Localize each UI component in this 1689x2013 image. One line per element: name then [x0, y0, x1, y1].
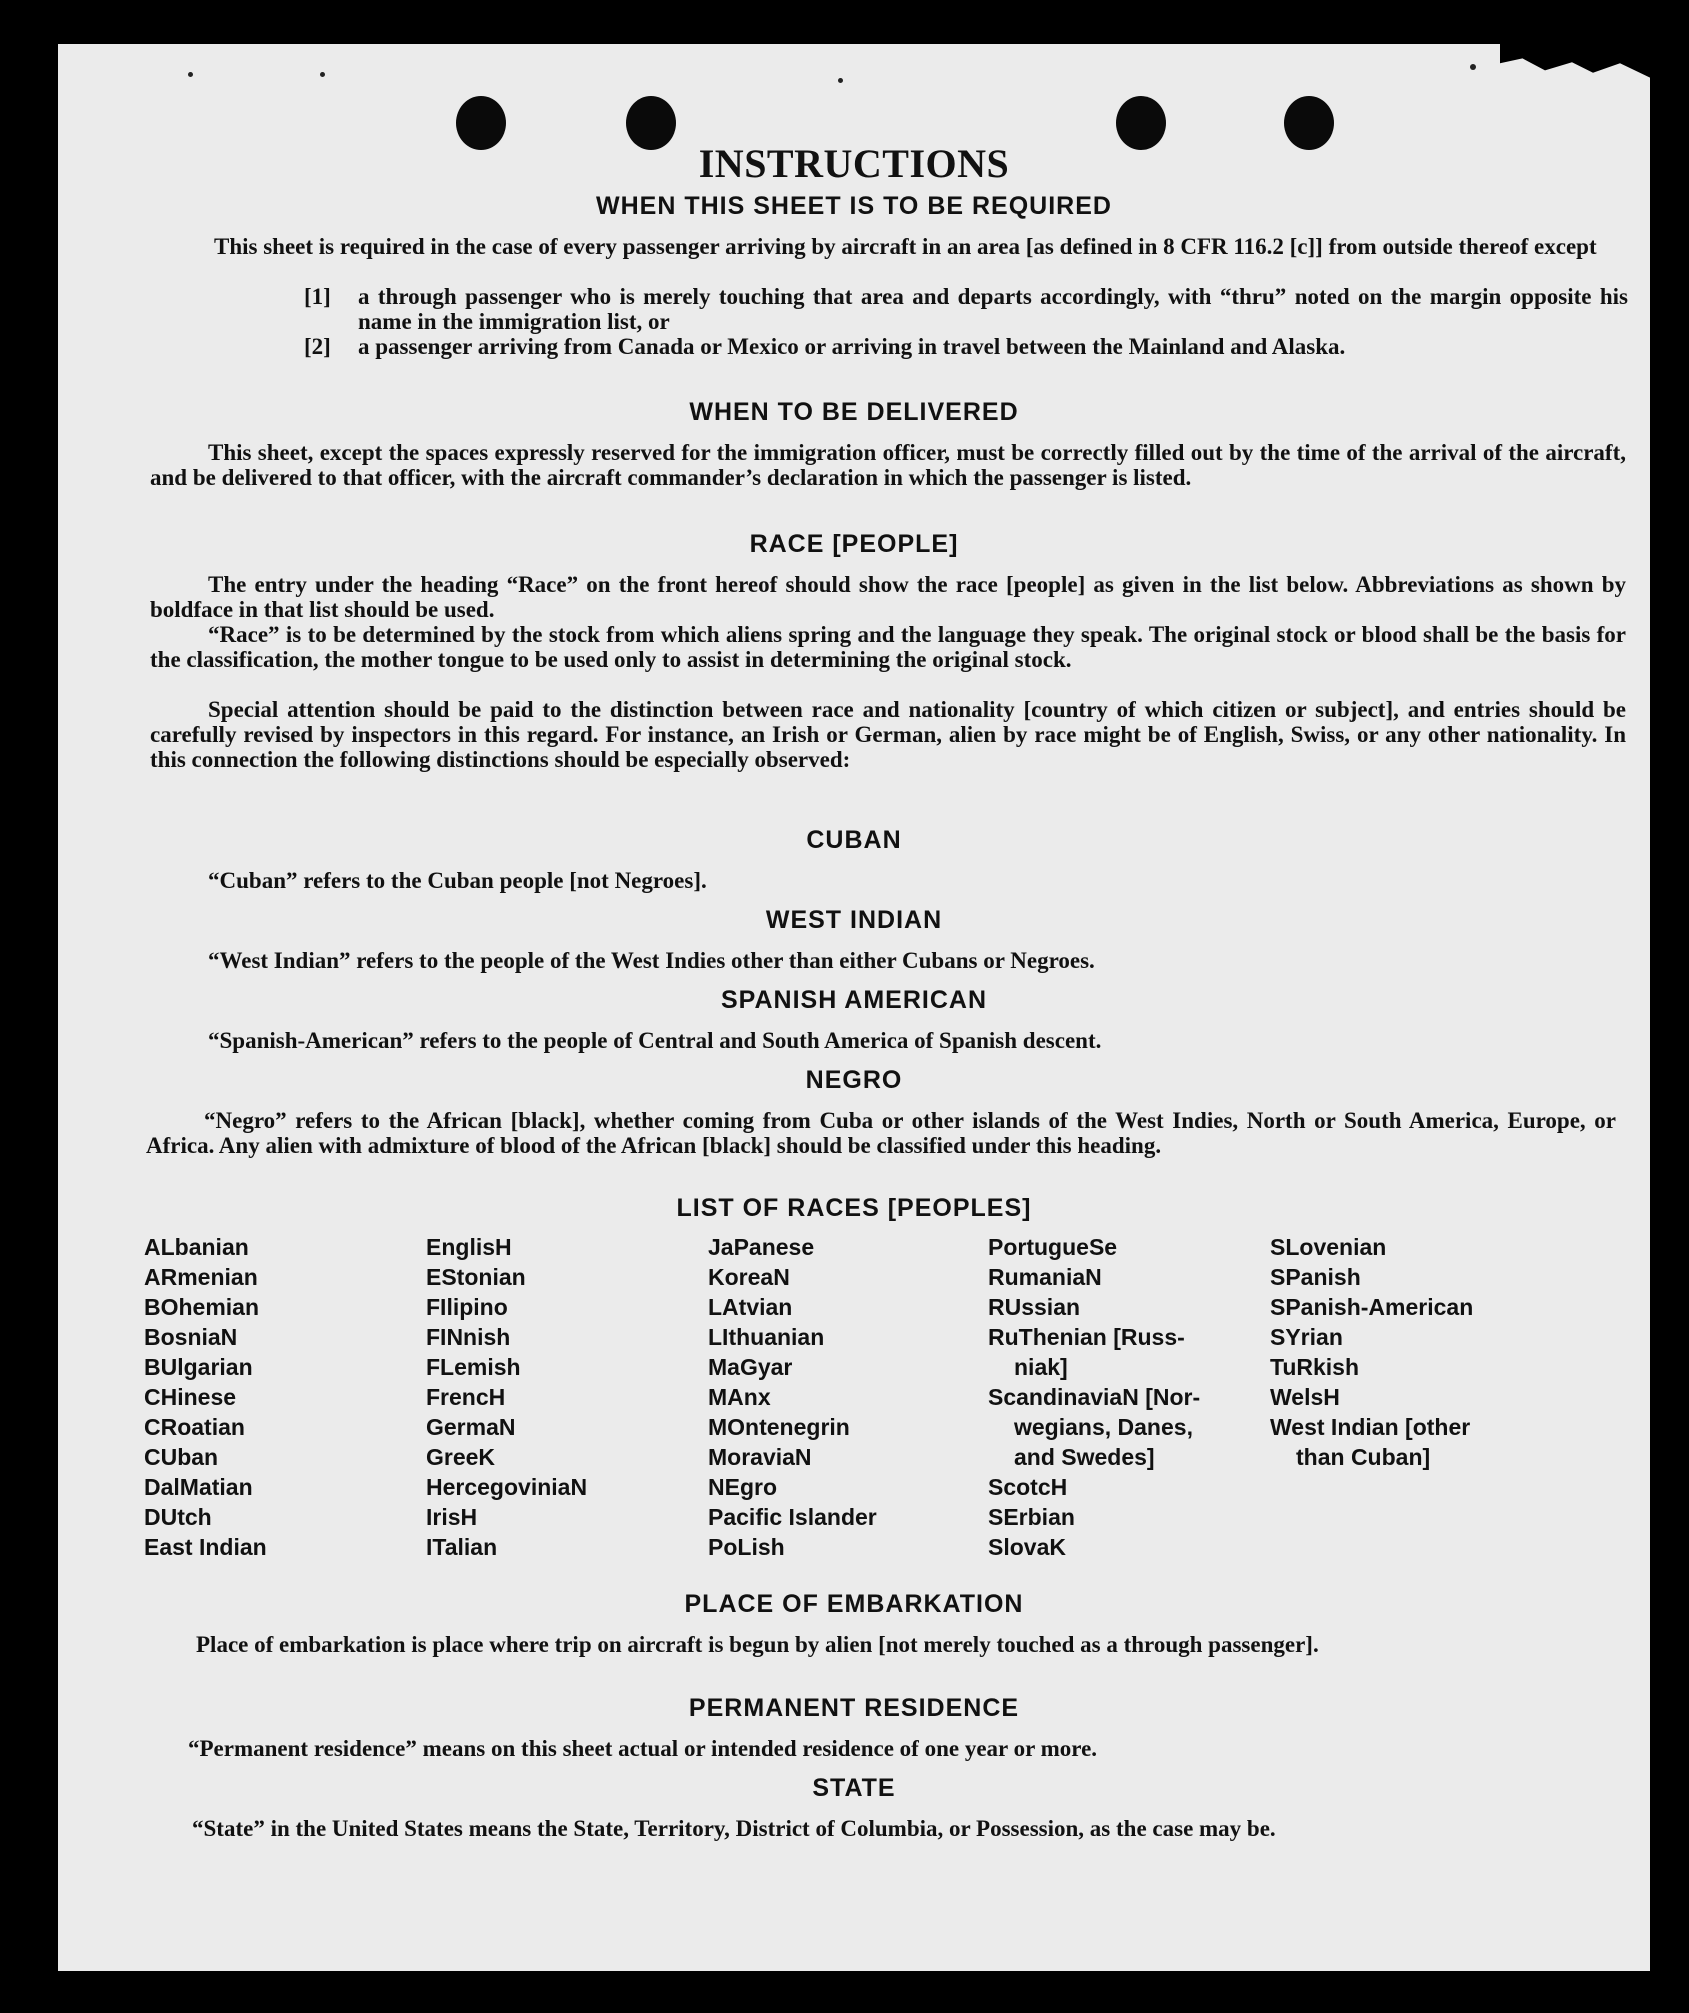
race-entry: MOntenegrin [708, 1414, 850, 1440]
race-entry: SYrian [1270, 1324, 1343, 1350]
race-entry: IrisH [426, 1504, 478, 1530]
section-heading-west-indian: WEST INDIAN [765, 906, 943, 934]
race-entry: GermaN [426, 1414, 516, 1440]
race-entry: BosniaN [144, 1324, 238, 1350]
item-number: [1] [304, 284, 331, 309]
race-entry-continued: than Cuban] [1296, 1444, 1431, 1470]
speck [1470, 64, 1476, 70]
item-text: a through passenger who is merely touching that area and departs accordingly, with “thru” noted on the margin opposite his name in the immigration list, or [358, 284, 1628, 334]
race-entry: FrencH [426, 1384, 506, 1410]
race-list-column-2 [426, 1232, 587, 1562]
section-heading-spanish-american: SPANISH AMERICAN [720, 986, 987, 1014]
race-entry: CRoatian [144, 1414, 245, 1440]
section-heading-required: WHEN THIS SHEET IS TO BE REQUIRED [596, 192, 1112, 220]
item-number: [2] [304, 334, 331, 359]
race-entry: MoraviaN [708, 1444, 812, 1470]
race-list-column-5 [1270, 1232, 1473, 1472]
race-entry: SPanish [1270, 1264, 1361, 1290]
race-entry: SlovaK [988, 1534, 1066, 1560]
race-entry: HercegoviniaN [426, 1474, 588, 1500]
section-heading-residence: PERMANENT RESIDENCE [688, 1694, 1020, 1722]
page-title: INSTRUCTIONS [698, 141, 1010, 186]
race-entry: GreeK [426, 1444, 496, 1470]
race-entry: MAnx [708, 1384, 771, 1410]
race-list-column-4 [988, 1232, 1200, 1562]
item-text: a passenger arriving from Canada or Mexico or arriving in travel between the Mainland and Alaska. [358, 334, 1346, 359]
race-entry: ScotcH [988, 1474, 1068, 1500]
torn-corner [1500, 44, 1650, 92]
race-entry: CUban [144, 1444, 219, 1470]
race-paragraph-1: The entry under the heading “Race” on the front hereof should show the race [people] as given in the list below. Abbreviations as shown by boldface in that list should be used. [150, 572, 1626, 622]
race-entry: DUtch [144, 1504, 212, 1530]
race-entry: ARmenian [144, 1264, 258, 1290]
race-entry: EStonian [426, 1264, 526, 1290]
race-paragraph-3: Special attention should be paid to the distinction between race and nationality [country of which citizen or subject], and entries should be carefully revised by inspectors in this regard. For instance, an Irish or German, alien by race might be of English, Swiss, or any other nationality. In this connection the following distinctions should be especially observed: [150, 697, 1626, 772]
race-entry-continued: wegians, Danes, [1014, 1414, 1193, 1440]
race-entry-continued: niak] [1014, 1354, 1068, 1380]
race-entry: ITalian [426, 1534, 498, 1560]
race-entry: FINnish [426, 1324, 511, 1350]
section-heading-race: RACE [PEOPLE] [749, 530, 959, 558]
race-entry: SLovenian [1270, 1234, 1387, 1260]
race-entry: KoreaN [708, 1264, 790, 1290]
race-entry: PortugueSe [988, 1234, 1118, 1260]
speck [188, 72, 193, 77]
required-intro: This sheet is required in the case of every passenger arriving by aircraft in an area [as defined in 8 CFR 116.2 [c]] from outside thereof except [214, 234, 1597, 259]
section-heading-state: STATE [812, 1774, 896, 1802]
race-entry: RUssian [988, 1294, 1081, 1320]
section-heading-negro: NEGRO [805, 1066, 903, 1094]
race-entry: East Indian [144, 1534, 267, 1560]
exception-item-2 [304, 334, 1628, 359]
race-entry: PoLish [708, 1534, 785, 1560]
race-list-column-1 [144, 1232, 267, 1562]
speck [838, 78, 843, 83]
race-entry: JaPanese [708, 1234, 815, 1260]
cuban-text: “Cuban” refers to the Cuban people [not Negroes]. [208, 868, 707, 893]
race-entry: LAtvian [708, 1294, 793, 1320]
race-entry: CHinese [144, 1384, 237, 1410]
negro-text: “Negro” refers to the African [black], whether coming from Cuba or other islands of the West Indies, North or South America, Europe, or Africa. Any alien with admixture of blood of the African [black] should be classified under this heading. [146, 1108, 1616, 1158]
spanish-american-text: “Spanish-American” refers to the people of Central and South America of Spanish descent. [208, 1028, 1102, 1053]
west-indian-text: “West Indian” refers to the people of the West Indies other than either Cubans or Negroes. [208, 948, 1095, 973]
race-entry: RuThenian [Russ- [988, 1324, 1185, 1350]
delivered-text: This sheet, except the spaces expressly reserved for the immigration officer, must be correctly filled out by the time of the arrival of the aircraft, and be delivered to that officer, with the aircraft commander’s declaration in which the passenger is listed. [150, 440, 1626, 490]
race-entry: WelsH [1270, 1384, 1340, 1410]
race-entry: ALbanian [144, 1234, 249, 1260]
race-entry: FIlipino [426, 1294, 508, 1320]
race-entry: BUlgarian [144, 1354, 253, 1380]
race-entry: RumaniaN [988, 1264, 1102, 1290]
residence-text: “Permanent residence” means on this sheet actual or intended residence of one year or more. [188, 1736, 1098, 1761]
race-entry: FLemish [426, 1354, 521, 1380]
race-entry: West Indian [other [1270, 1414, 1471, 1440]
section-heading-list-of-races: LIST OF RACES [PEOPLES] [676, 1194, 1032, 1222]
section-heading-cuban: CUBAN [806, 826, 902, 854]
embarkation-text: Place of embarkation is place where trip on aircraft is begun by alien [not merely touched as a through passenger]. [196, 1632, 1319, 1657]
race-entry-continued: and Swedes] [1014, 1444, 1155, 1470]
race-entry: BOhemian [144, 1294, 260, 1320]
race-entry: LIthuanian [708, 1324, 825, 1350]
race-entry: EnglisH [426, 1234, 512, 1260]
exception-item-1 [304, 284, 1628, 334]
race-entry: DalMatian [144, 1474, 253, 1500]
section-heading-delivered: WHEN TO BE DELIVERED [689, 398, 1019, 426]
race-entry: ScandinaviaN [Nor- [988, 1384, 1201, 1410]
race-entry: SPanish-American [1270, 1294, 1474, 1320]
race-entry: TuRkish [1270, 1354, 1360, 1380]
speck [320, 72, 325, 77]
race-entry: SErbian [988, 1504, 1075, 1530]
race-entry: MaGyar [708, 1354, 793, 1380]
section-heading-embarkation: PLACE OF EMBARKATION [684, 1590, 1024, 1618]
instruction-sheet [58, 44, 1650, 1971]
race-list-column-3 [708, 1232, 877, 1562]
race-entry: Pacific Islander [708, 1504, 877, 1530]
race-entry: NEgro [708, 1474, 777, 1500]
race-paragraph-2: “Race” is to be determined by the stock from which aliens spring and the language they speak. The original stock or blood shall be the basis for the classification, the mother tongue to be used only to assist in determining the original stock. [150, 622, 1626, 672]
state-text: “State” in the United States means the State, Territory, District of Columbia, or Possession, as the case may be. [192, 1816, 1276, 1841]
